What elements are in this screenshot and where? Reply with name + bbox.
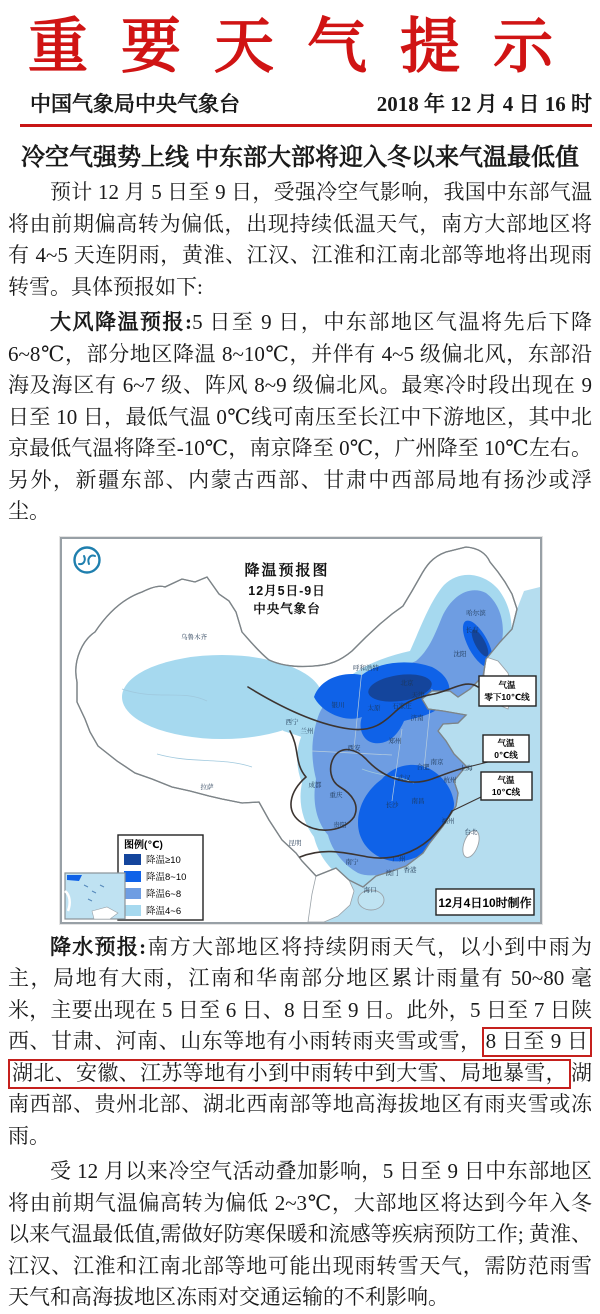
city-label: 济南 <box>410 714 424 722</box>
city-label: 天津 <box>411 691 425 699</box>
legend-title: 图例(℃) <box>124 839 163 851</box>
legend-label-8-10: 降温8~10 <box>146 871 187 883</box>
city-label: 石家庄 <box>392 702 412 710</box>
city-label: 西安 <box>347 744 361 752</box>
wind-forecast-label: 大风降温预报: <box>50 310 193 334</box>
meta-row <box>0 84 600 122</box>
page-title: 重要天气提示 <box>28 14 586 80</box>
city-label: 昆明 <box>288 839 302 847</box>
paragraph-outlook: 受 12 月以来冷空气活动叠加影响，5 日至 9 日中东部地区将由前期气温偏高转为偏低 2~3℃，大部地区将达到今年入冬以来气温最低值,需做好防寒保暖和流感等疾病预防工作; 黄淮、江汉、江淮和江南北部等地可能出现雨转雪天气，需防范雨雪天气和高海拔地区冻雨对交通运输的不利影响。 <box>8 1159 592 1309</box>
isoline-label-0 <box>483 735 529 762</box>
isoline-label-10 <box>481 772 532 800</box>
precip-forecast-label: 降水预报: <box>50 934 147 959</box>
legend-swatch-6-8 <box>124 888 141 899</box>
city-label: 海口 <box>363 886 377 894</box>
svg-text:零下10℃线: 零下10℃线 <box>484 691 530 702</box>
produced-timestamp: 12月4日10时制作 <box>438 895 532 910</box>
city-label: 合肥 <box>416 763 430 771</box>
legend-swatch-4-6 <box>124 905 141 916</box>
city-label: 南昌 <box>411 797 425 805</box>
south-china-sea-inset <box>65 873 125 919</box>
china-map-svg <box>62 539 540 922</box>
city-label: 香港 <box>403 866 417 874</box>
notice-body <box>0 127 600 1314</box>
headline: 冷空气强势上线 中东部大部将迎入冬以来气温最低值 <box>21 145 579 171</box>
produced-box <box>436 889 534 915</box>
map-date-range: 12月5日-9日 <box>248 583 326 598</box>
city-label: 福州 <box>441 817 455 825</box>
svg-text:气温: 气温 <box>497 774 515 785</box>
legend-label-4-6: 降温4~6 <box>146 905 182 917</box>
cooldown-forecast-map <box>60 537 542 924</box>
city-label: 重庆 <box>329 791 343 799</box>
issuing-agency: 中国气象局中央气象台 <box>30 92 240 116</box>
svg-text:0℃线: 0℃线 <box>494 749 518 760</box>
city-label: 南宁 <box>345 858 359 866</box>
city-label: 呼和浩特 <box>353 664 379 672</box>
cma-logo <box>75 547 100 572</box>
city-label: 成都 <box>308 781 322 789</box>
isoline-label-minus10 <box>479 676 536 706</box>
city-label: 长春 <box>465 626 479 634</box>
city-label: 南京 <box>430 758 444 766</box>
svg-text:气温: 气温 <box>498 679 516 690</box>
city-label: 乌鲁木齐 <box>181 633 207 641</box>
city-label: 郑州 <box>388 737 402 745</box>
city-label: 澳门 <box>385 869 399 877</box>
city-label: 武汉 <box>397 774 411 782</box>
map-agency: 中央气象台 <box>253 601 321 616</box>
city-label: 长沙 <box>385 801 399 809</box>
city-label: 贵阳 <box>333 821 347 829</box>
svg-text:10℃线: 10℃线 <box>491 786 521 797</box>
legend-swatch-8-10 <box>124 871 141 882</box>
city-label: 太原 <box>367 704 381 712</box>
city-label: 哈尔滨 <box>466 609 486 617</box>
city-label: 银川 <box>331 701 345 709</box>
city-label: 台北 <box>464 828 478 836</box>
highlighted-snow-warning: 8 日至 9 日湖北、安徽、江苏等地有小到中雨转中到大雪、局地暴雪， <box>8 1027 592 1089</box>
map-title: 降温预报图 <box>244 561 330 579</box>
paragraph-wind-forecast: 大风降温预报:5 日至 9 日，中东部地区气温将先后下降 6~8℃，部分地区降温 8~10℃，并伴有 4~5 级偏北风，东部沿海及海区有 6~7 级、阵风 8~9 级偏北风。最寒冷时段出现在 9 日至 10 日，最低气温 0℃线可南压至长江中下游地区，其中北京最低气温将降至-10℃，南京降至 0℃，广州降至 10℃左右。另外，新疆东部、内蒙古西部、甘肃中西部局地有扬沙或浮尘。 <box>8 310 592 523</box>
city-label: 广州 <box>392 855 406 863</box>
svg-text:气温: 气温 <box>497 737 515 748</box>
city-label: 兰州 <box>300 727 314 735</box>
city-label: 杭州 <box>443 776 457 784</box>
legend-label-6-8: 降温6~8 <box>146 888 182 900</box>
legend-swatch-ge10 <box>124 854 141 865</box>
city-label: 北京 <box>400 679 414 687</box>
paragraph-precip-forecast: 降水预报:南方大部地区将持续阴雨天气，以小到中雨为主，局地有大雨，江南和华南部分地区累计雨量有 50~80 毫米，主要出现在 5 日至 6 日、8 日至 9 日。此外，5 日至 7 日陕西、甘肃、河南、山东等地有小雨转雨夹雪或雪， 8 日至 9 日湖北、安徽、江苏等地有小到中雨转中到大雪、局地暴雪， 湖南西部、贵州北部、湖北西南部等地高海拔地区有雨夹雪或冻雨。 <box>8 934 593 1148</box>
issue-datetime: 2018 年 12 月 4 日 16 时 <box>376 92 592 116</box>
legend-label-ge10: 降温≥10 <box>146 854 181 866</box>
city-label: 西宁 <box>285 718 299 726</box>
city-label: 拉萨 <box>200 783 214 791</box>
city-label: 上海 <box>459 764 473 772</box>
map-legend <box>118 835 203 920</box>
paragraph-intro: 预计 12 月 5 日至 9 日，受强冷空气影响，我国中东部气温将由前期偏高转为偏低，出现持续低温天气，南方大部地区将有 4~5 天连阴雨，黄淮、江汉、江淮和江南北部等地将出现雨转雪。具体预报如下: <box>8 180 592 299</box>
city-label: 沈阳 <box>453 650 467 658</box>
